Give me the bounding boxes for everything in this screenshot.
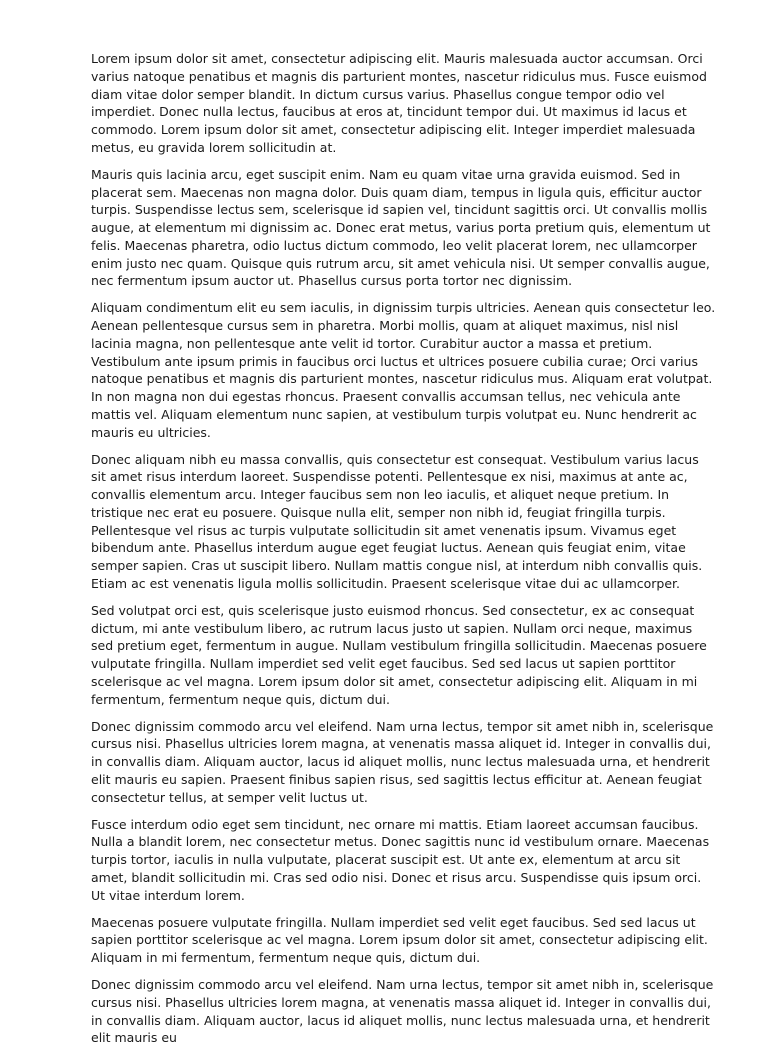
paragraph-5: Sed volutpat orci est, quis scelerisque justo euismod rhoncus. Sed consectetur, ex ac consequat dictum, mi ante vestibulum libero, ac rutrum lacus justo ut sapien. Nullam orci neque, maximus sed pretium eget, fermentum in augue. Nullam vestibulum fringilla sollicitudin. Maecenas posuere vulputate fringilla. Nullam imperdiet sed velit eget faucibus. Sed sed lacus ut sapien porttitor scelerisque ac vel magna. Lorem ipsum dolor sit amet, consectetur adipiscing elit. Aliquam in mi fermentum, fermentum neque quis, dictum dui. bbox=[91, 602, 707, 707]
paragraph-4: Donec aliquam nibh eu massa convallis, quis consectetur est consequat. Vestibulum varius lacus sit amet risus interdum laoreet. Suspendisse potenti. Pellentesque ex nisi, maximus at ante ac, convallis elementum arcu. Integer faucibus sem non leo iaculis, et aliquet neque pretium. In tristique nec erat eu posuere. Quisque nulla elit, semper non nibh id, feugiat fringilla turpis. Pellentesque vel risus ac turpis vulputate sollicitudin sit amet venenatis ipsum. Vivamus eget bibendum ante. Phasellus interdum augue eget feugiat luctus. Aenean quis feugiat enim, vitae semper sapien. Cras ut suscipit libero. Nullam mattis congue nisl, at interdum nibh convallis quis. Etiam ac est venenatis ligula mollis sollicitudin. Praesent scelerisque vitae dui ac ullamcorper. bbox=[91, 451, 703, 591]
paragraph-3: Aliquam condimentum elit eu sem iaculis, in dignissim turpis ultricies. Aenean quis consectetur leo. Aenean pellentesque cursus sem in pharetra. Morbi mollis, quam at aliquet maximus, nisl nisl lacinia magna, non pellentesque ante velit id tortor. Curabitur auctor a massa et pretium. Vestibulum ante ipsum primis in faucibus orci luctus et ultrices posuere cubilia curae; Orci varius natoque penatibus et magnis dis parturient montes, nascetur ridiculus mus. Aliquam erat volutpat. In non magna non dui egestas rhoncus. Praesent convallis accumsan tellus, nec vehicula ante mattis vel. Aliquam elementum nunc sapien, at vestibulum turpis volutpat eu. Nunc hendrerit ac mauris eu ultricies. bbox=[91, 300, 716, 440]
paragraph-2: Mauris quis lacinia arcu, eget suscipit enim. Nam eu quam vitae urna gravida euismod. Sed in placerat sem. Maecenas non magna dolor. Duis quam diam, tempus in ligula quis, efficitur auctor turpis. Suspendisse lectus sem, scelerisque id sapien vel, tincidunt sagittis orci. Ut convallis mollis augue, at elementum mi dignissim ac. Donec erat metus, varius porta pretium quis, elementum ut felis. Maecenas pharetra, odio luctus dictum commodo, leo velit placerat lorem, nec ullamcorper enim justo nec quam. Quisque quis rutrum arcu, sit amet vehicula nisi. Ut semper convallis augue, nec fermentum ipsum auctor ut. Phasellus cursus porta tortor nec dignissim. bbox=[91, 166, 711, 289]
paragraph-9: Donec dignissim commodo arcu vel eleifend. Nam urna lectus, tempor sit amet nibh in, scelerisque cursus nisi. Phasellus ultricies lorem magna, at venenatis massa aliquet id. Integer in convallis dui, in convallis diam. Aliquam auctor, lacus id aliquet mollis, nunc lectus malesuada urna, et hendrerit elit mauris eu bbox=[91, 977, 714, 1046]
paragraph-8: Maecenas posuere vulputate fringilla. Nullam imperdiet sed velit eget faucibus. Sed sed lacus ut sapien porttitor scelerisque ac vel magna. Lorem ipsum dolor sit amet, consectetur adipiscing elit. Aliquam in mi fermentum, fermentum neque quis, dictum dui. bbox=[91, 914, 708, 965]
paragraph-1: Lorem ipsum dolor sit amet, consectetur adipiscing elit. Mauris malesuada auctor accumsan. Orci varius natoque penatibus et magnis dis parturient montes, nascetur ridiculus mus. Fusce euismod diam vitae dolor semper blandit. In dictum cursus varius. Phasellus congue tempor odio vel imperdiet. Donec nulla lectus, faucibus at eros at, tincidunt tempor dui. Ut maximus id lacus et commodo. Lorem ipsum dolor sit amet, consectetur adipiscing elit. Integer imperdiet malesuada metus, eu gravida lorem sollicitudin at. bbox=[91, 51, 707, 155]
paragraph-6: Donec dignissim commodo arcu vel eleifend. Nam urna lectus, tempor sit amet nibh in, scelerisque cursus nisi. Phasellus ultricies lorem magna, at venenatis massa aliquet id. Integer in convallis dui, in convallis diam. Aliquam auctor, lacus id aliquet mollis, nunc lectus malesuada urna, et hendrerit elit mauris eu sapien. Praesent finibus sapien risus, sed sagittis lectus efficitur at. Aenean feugiat consectetur tellus, at semper velit luctus ut. bbox=[91, 718, 714, 805]
paragraph-7: Fusce interdum odio eget sem tincidunt, nec ornare mi mattis. Etiam laoreet accumsan faucibus. Nulla a blandit lorem, nec consectetur metus. Donec sagittis nunc id vestibulum ornare. Maecenas turpis tortor, iaculis in nulla vulputate, placerat suscipit est. Ut ante ex, elementum at arcu sit amet, blandit sollicitudin mi. Cras sed odio nisi. Donec et risus arcu. Suspendisse quis ipsum orci. Ut vitae interdum lorem. bbox=[91, 816, 710, 903]
document-body bbox=[91, 50, 716, 1046]
